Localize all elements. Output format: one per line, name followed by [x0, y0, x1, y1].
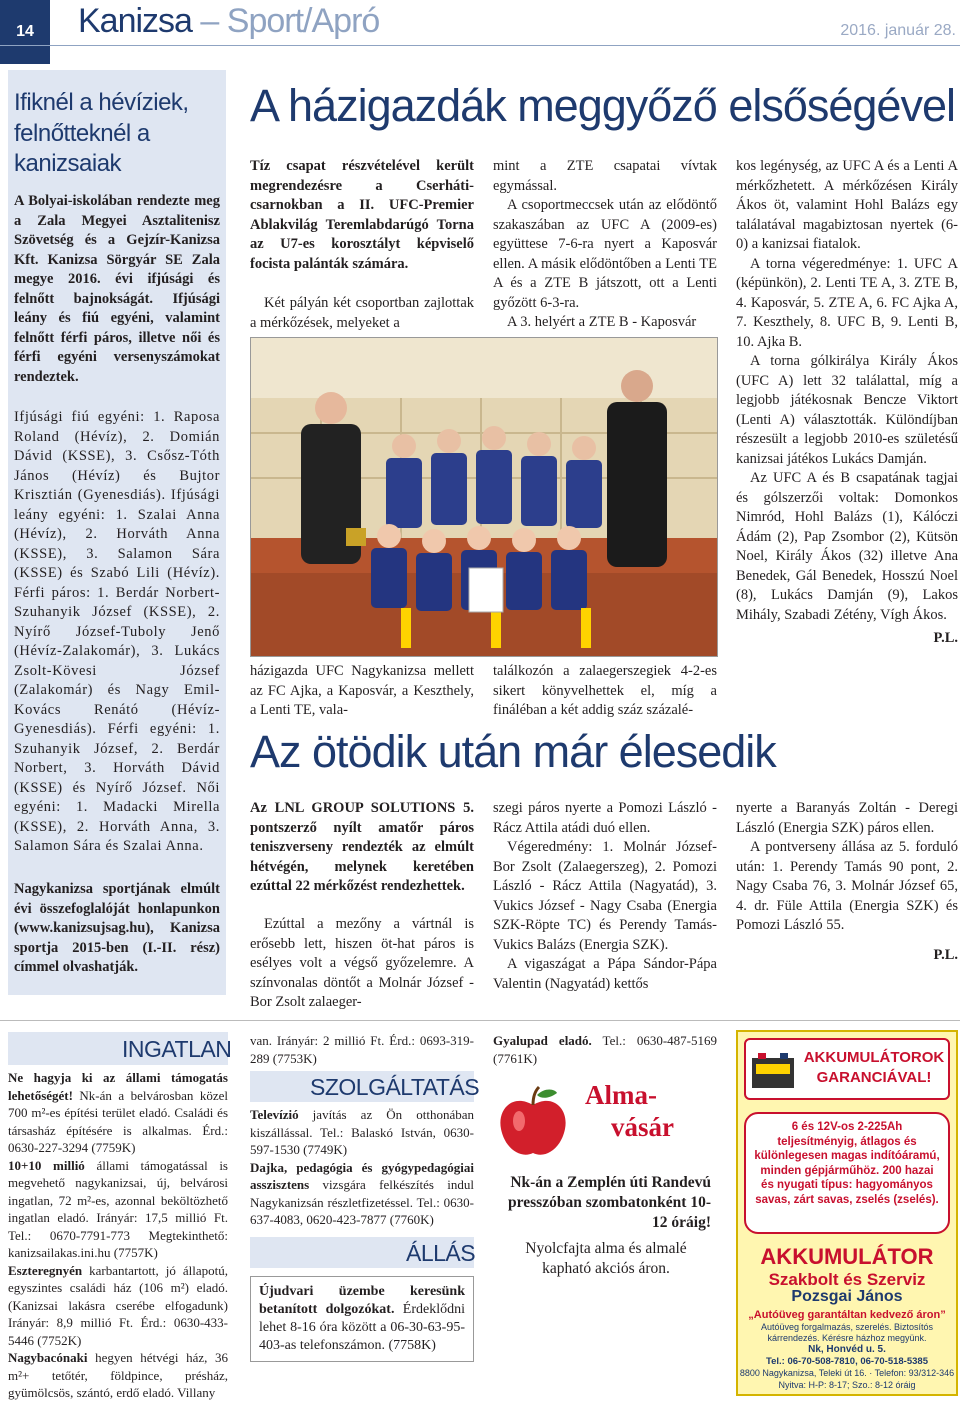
- allas-ad-1: [250, 1276, 474, 1362]
- battery-icon: [750, 1050, 796, 1090]
- battery-phones: Tel.: 06-70-508-7810, 06-70-518-5385: [766, 1356, 928, 1367]
- ingatlan-ad-1: [8, 1069, 228, 1157]
- article1-col3: [736, 157, 958, 649]
- battery-address-2: 8800 Nagykanizsa, Teleki út 16. · Telefon: 93/312-346: [739, 1368, 955, 1378]
- article2-col2-p3: A vigaszágat a Pápa Sándor-Pápa Valentin (Nagyatád) kettős: [493, 956, 717, 992]
- gyalupad-ad-text: Tel.: 0630-487-5169 (7761K): [493, 1033, 717, 1066]
- allas-header: ÁLLÁS: [406, 1239, 476, 1266]
- ingatlan-ad-2-lead: 10+10 millió: [8, 1157, 85, 1173]
- allas-header-box: [250, 1237, 474, 1268]
- article2-col2-p1: szegi páros nyerte a Pomozi László - Rácz Attila atádi duó ellen.: [493, 800, 717, 836]
- article1-col1-top: Két pályán két csoportban zajlottak a mérkőzések, melyeket a: [250, 295, 474, 331]
- allas-ad-1-lead: Újudvari üzembe keresünk betanított dolgozókat.: [259, 1283, 465, 1317]
- almavasar-title-2: vásár: [611, 1112, 674, 1142]
- article1-title: A házigazdák meggyőző elsőségével: [250, 80, 955, 131]
- ingatlan-ad-2-text: állami támogatással is megvehető nagykanizsai, új, belvárosi ingatlan, 72 m²-es, azonnal beköltözhető ingatlan eladó. Irányár: 17,5 millió Ft. Tel.: 0670-7791-773 Megtekinthető: kanizsailakas.ini.hu (7757K): [8, 1157, 228, 1260]
- article1-col2-p2: A csoportmeccsek után az elődöntő szakaszában az UFC A (2009-es) együttese 7-6-ra nyert a Kaposvár ellen. A másik elődöntőben a Lenti TE A és a ZTE B játszott, ott a Lenti győzött 6-3-ra.: [493, 197, 717, 311]
- ingatlan-ad-4-text: hegyen hétvégi ház, 36 m²+ tetőtér, földpince, présház, gyümölcsös, szántó, erdő eladó. Villany: [8, 1350, 228, 1400]
- ingatlan-header: INGATLAN: [122, 1036, 232, 1062]
- ingatlan-ad-1-text: Nk-án a belvárosban közel 700 m²-es építési terület eladó. Családi és társasház építésére is alkalmas. Érd.: 0630-227-3294 (7759K): [8, 1087, 228, 1155]
- ingatlan-ad-3: [8, 1262, 228, 1350]
- section-title: [78, 2, 379, 41]
- szolg-header: SZOLGÁLTATÁS: [310, 1074, 480, 1100]
- szolg-ad-2-text: vizsgára felkészítés indul Nagykanizsán részletfizetéssel. Tel.: 0630-637-4083, 0620-423-7877 (7760K): [250, 1177, 474, 1227]
- article1-col3-p4: Az UFC A és B csapatának tagjai és gólszerzői voltak: Domonkos Nimród, Hohl Balázs (1), Kálóczi Ádám (2), Pap Zsombor (2), Kütsön Noel, Király Ákos (32) illetve Ana Benedek, Gál Benedek, Hosszú Noel (8), Lukács Damján (9), Lakos Mihály, Szabadi Zétény, Vígh Ákos.: [736, 470, 958, 623]
- ingatlan-ad-4: [8, 1349, 228, 1402]
- almavasar-ad: [493, 1077, 717, 1297]
- battery-address-1: Nk, Honvéd u. 5.: [808, 1344, 886, 1355]
- gyalupad-ad-lead: Gyalupad eladó.: [493, 1033, 592, 1048]
- gyalupad-ad: [493, 1032, 717, 1067]
- article2-col1: Ezúttal a mezőny a vártnál is erősebb lett, hiszen öt-hat páros is esélyes volt a végső győzelemre. A színvonalas döntőt a Molnár József - Bor Zsolt zalaeger-: [250, 916, 474, 1010]
- article2-signature: P.L.: [933, 946, 958, 963]
- article2-col2: [493, 799, 717, 994]
- almavasar-title-1: Alma-: [585, 1080, 657, 1110]
- article2-col2-p2: Végeredmény: 1. Molnár József-Bor Zsolt (Zalaegerszeg), 2. Pomozi László - Rácz Attila (Nagyatád), 3. Vukics József - Nagy Csaba (Energia SZK-Röpte TC) és Perendy Tamás-Vukics Balázs (Energia SZK).: [493, 839, 717, 953]
- ingatlan-ad-4-cont: van. Irányár: 2 millió Ft. Érd.: 0693-319-289 (7753K): [250, 1033, 474, 1066]
- article2-title: Az ötödik után már élesedik: [250, 726, 776, 777]
- battery-title-1: AKKUMULÁTOR: [760, 1244, 934, 1269]
- article1-col2-p3: A 3. helyért a ZTE B - Kaposvár: [507, 314, 697, 330]
- ingatlan-ad-3-lead: Eszteregnyén: [8, 1262, 83, 1278]
- battery-title-2: Szakbolt és Szerviz: [768, 1270, 926, 1289]
- szolg-header-box: [250, 1071, 480, 1102]
- page-number: 14: [0, 0, 50, 64]
- battery-services: Autóüveg forgalmazás, szerelés. Biztosítós kárrendezés. Kérésre házhoz megyünk.: [760, 1322, 934, 1343]
- article1-col3-p3: A torna gólkirálya Király Ákos (UFC A) lett 32 találattal, míg a legjobb játékosnak Bencze Viktort (Lenti A) választották. Különdíjban részesült a legjobb 2010-es születésű kanizsai játékos Lukács Damján.: [736, 353, 958, 467]
- article1-lead: Tíz csapat részvételével került megrendezésre a Cserháti-csarnokban a II. UFC-Premier Ablakvilág Teremlabdarúgó Torna az U7-es korosztályt képviselő focista palánták számára.: [250, 158, 474, 272]
- section-title-part1: Kanizsa: [78, 2, 192, 40]
- battery-hours: Nyitva: H-P: 8-17; Szo.: 8-12 óráig: [778, 1380, 916, 1390]
- article2-lead: Az LNL GROUP SOLUTIONS 5. pontszerző nyílt amatőr páros teniszverseny rendezték az elmúlt hétvégén, melynek keretében ezúttal 22 mérkőzést rendezhettek.: [250, 800, 474, 894]
- article1-col3-p2: A torna végeredménye: 1. UFC A (képünkön), 2. Lenti TE A, 3. ZTE B, 4. Kaposvár, 5. ZTE A, 6. FC Ajka A, 7. Keszthely, 8. UFC B, 9. Lenti B, 10. Ajka B.: [736, 255, 958, 350]
- sidebar-note: Nagykanizsa sportjának elmúlt évi összefoglalóját honlapunkon (www.kanizsujsag.hu), Kanizsa sportja 2015-ben (I.-II. rész) címmel olvashatják.: [14, 881, 220, 975]
- ingatlan-ad-4-lead: Nagybacónaki: [8, 1350, 88, 1365]
- szolg-ad-1-text: javítás az Ön otthonában kiszállással. Tel.: Balaskó István, 0630-597-1530 (7749K): [250, 1107, 474, 1157]
- battery-phone-2: Telefon: 93/312-346: [874, 1368, 955, 1378]
- szolg-ad-2-lead: Dajka, pedagógia és gyógypedagógiai asszisztens: [250, 1159, 474, 1192]
- almavasar-desc: Nyolcfajta alma és almalé kapható akciós áron.: [525, 1240, 687, 1277]
- article1-col3-p1: kos legénység, az UFC A és a Lenti A mérkőzhetett. A mérkőzésen Király Ákos öt, valamint Hohl Balázs egy találatával magabiztosan nyertek (6-0) a kanizsai fiatalok.: [736, 158, 958, 252]
- team-photo: [250, 337, 718, 657]
- article2-col3-p2: A pontverseny állása az 5. forduló után: 1. Perendy Tamás 90 pont, 2. Nagy Csaba 76, 3. Molnár József 65, 4. dr. Füle Attila (Energia SZK) és Pomozi László 55.: [736, 839, 958, 933]
- battery-owner: Pozsgai János: [791, 1288, 903, 1305]
- classifieds-rule: [0, 1020, 960, 1021]
- article1-col2-top: [493, 157, 717, 333]
- ingatlan-ad-2: [8, 1157, 228, 1262]
- classifieds-col2: [250, 1032, 480, 1362]
- sidebar-lead: A Bolyai-iskolában rendezte meg a Zala Megyei Asztalitenisz Szövetség és a Gejzír-Kanizsa Kft. Kanizsa Sörgyár SE Zala megye 2016. évi ifjúsági és felnőtt bajnokságát. Ifjúsági leány és fiú egyéni, valamint felnőtt férfi páros, illetve női és férfi egyéni versenyszámokat rendeztek.: [14, 193, 220, 385]
- header-rule: [0, 45, 960, 46]
- ingatlan-header-box: [8, 1032, 232, 1065]
- article2-col3-p1: nyerte a Baranyás Zoltán - Deregi László (Energia SZK) páros ellen.: [736, 800, 958, 836]
- article1-signature: P.L.: [933, 630, 958, 646]
- article1-col1-bottom: házigazda UFC Nagykanizsa mellett az FC Ajka, a Kaposvár, a Keszthely, a Lenti TE, vala-: [250, 663, 474, 718]
- battery-body: 6 és 12V-os 2-225Ah teljesítményig, átlagos és különlegesen magas indítóáramú, minden gépjárműhöz. 200 hazai és nyugati típus: hagyományos savas, zárt savas, zselés (zselés).: [744, 1112, 950, 1234]
- section-title-part2: – Sport/Apró: [200, 2, 380, 40]
- issue-date: 2016. január 28.: [840, 22, 956, 39]
- ingatlan-ad-1-lead: Ne hagyja ki az állami támogatás lehetőségét!: [8, 1070, 228, 1103]
- team-photo-illustration: [251, 338, 718, 657]
- apple-icon: [493, 1083, 573, 1163]
- almavasar-place: Nk-án a Zemplén úti Randevú presszóban szombatonként 10-12 óráig!: [508, 1174, 711, 1231]
- battery-slogan: „Autóüveg garantáltan kedvező áron”: [748, 1309, 946, 1321]
- szolg-ad-1: [250, 1106, 474, 1159]
- article1-col2-bottom: találkozón a zalaegerszegiek 4-2-es sikert könyvelhettek el, míg a fináléban a két addig száz százalé-: [493, 663, 717, 718]
- sidebar-title: Ifiknél a hévíziek, felnőtteknél a kanizsaiak: [14, 89, 189, 178]
- article2-col3: [736, 799, 958, 965]
- battery-address-2-text: 8800 Nagykanizsa, Teleki út 16.: [739, 1368, 867, 1378]
- szolg-ad-1-lead: Televízió: [250, 1107, 299, 1122]
- allas-ad-1-text: Érdeklődni lehet 8-16 óra között a 06-30-63-95-403-as telefonszámon. (7758K): [259, 1301, 465, 1353]
- battery-banner: AKKUMULÁTOROK GARANCIÁVAL!: [803, 1049, 945, 1086]
- szolg-ad-2: [250, 1159, 474, 1229]
- classifieds-col1: [8, 1032, 232, 1402]
- battery-ad: [736, 1030, 958, 1396]
- article1-col2-p1: mint a ZTE csapatai vívtak egymással.: [493, 158, 717, 194]
- classifieds-col3: [493, 1032, 717, 1297]
- sidebar-results: Ifjúsági fiú egyéni: 1. Raposa Roland (Hévíz), 2. Domián Dávid (KSSE), 3. Csősz-Tóth János (Hévíz) és Bujtor Krisztián (Gyenesdiás). Ifjúsági leány egyéni: 1. Szalai Anna (Hévíz), 2. Horváth Anna (KSSE), 3. Salamon Sára (KSSE) és Szabó Lili (Hévíz). Férfi páros: 1. Berdár Norbert-Szuhanyik József (KSSE), 2. Nyírő József-Tuboly Jenő (Hévíz-Zalakomár), 3. Lukács Zsolt-Kövesi József (Zalakomár) és Nagy Emil-Kovács Renátó (Hévíz-Gyenesdiás). Férfi egyéni: 1. Szuhanyik József, 2. Berdár Norbert, 3. Horváth Dávid (KSSE) és Nyírő József. Női egyéni: 1. Madacki Mirella (KSSE), 2. Horváth Anna, 3. Salamon Sára és Szalai Anna.: [14, 409, 220, 854]
- ingatlan-ad-3-text: karbantartott, jó állapotú, egyszintes családi ház (106 m²) eladó. (Kanizsai lakásra cserébe elfogadunk) Irányár: 8,9 millió Ft. Érd.: 0630-433-5446 (7752K): [8, 1262, 228, 1348]
- battery-banner-box: [744, 1038, 950, 1100]
